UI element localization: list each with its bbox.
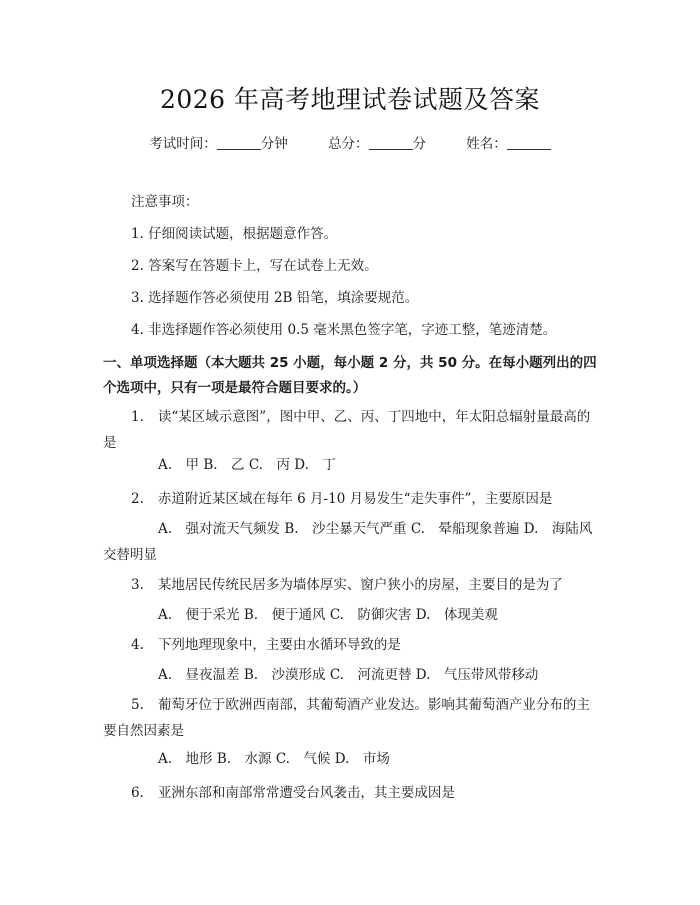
total-score-unit: 分 — [412, 136, 426, 152]
question-text: 读“某区域示意图”，图中甲、乙、丙、丁四地中，年太阳总辐射量最高的是 — [103, 409, 591, 451]
section-heading: 一、单项选择题（本大题共 25 小题，每小题 2 分，共 50 分。在每小题列出的四个选项中，只有一项是最符合题目要求的。） — [103, 355, 597, 396]
name-label: 姓名： — [466, 136, 507, 152]
exam-time-unit: 分钟 — [260, 136, 288, 152]
total-score-blank — [369, 135, 413, 150]
question-1 — [103, 404, 601, 456]
total-score-field — [328, 136, 430, 152]
question-number: 3. — [131, 577, 144, 593]
question-text: 某地居民传统民居多为墙体厚实、窗户狭小的房屋，主要目的是为了 — [157, 577, 563, 593]
question-number: 2. — [131, 491, 144, 507]
question-text: 赤道附近某区域在每年 6 月-10 月易发生“走失事件”，主要原因是 — [157, 491, 553, 507]
note-item-2: 2. 答案写在答题卡上，写在试卷上无效。 — [131, 258, 378, 274]
question-4-options: A. 昼夜温差 B. 沙漠形成 C. 河流更替 D. 气压带风带移动 — [158, 667, 539, 683]
exam-time-field — [149, 136, 292, 152]
note-item-4: 4. 非选择题作答必须使用 0.5 毫米黑色签字笔，字迹工整，笔迹清楚。 — [131, 322, 557, 338]
exam-info-line — [0, 132, 700, 152]
note-item-1: 1. 仔细阅读试题，根据题意作答。 — [131, 226, 338, 242]
name-field — [466, 136, 551, 152]
question-text: 下列地理现象中，主要由水循环导致的是 — [157, 637, 401, 653]
question-number: 1. — [131, 409, 144, 425]
notes-heading: 注意事项： — [131, 194, 199, 210]
question-number: 5. — [131, 697, 144, 713]
question-text: 亚洲东部和南部常常遭受台风袭击，其主要成因是 — [157, 785, 455, 801]
exam-time-blank — [217, 135, 261, 150]
question-2 — [103, 486, 601, 512]
question-number: 6. — [131, 785, 144, 801]
note-item-3: 3. 选择题作答必须使用 2B 铅笔，填涂要规范。 — [131, 290, 419, 306]
question-text: 葡萄牙位于欧洲西南部，其葡萄酒产业发达。影响其葡萄酒产业分布的主要自然因素是 — [103, 697, 590, 739]
question-6 — [103, 780, 601, 806]
page-title: 2026 年高考地理试卷试题及答案 — [159, 85, 541, 114]
question-1-options: A. 甲 B. 乙 C. 丙 D. 丁 — [158, 457, 336, 473]
name-blank — [507, 135, 551, 150]
exam-time-label: 考试时间： — [149, 136, 217, 152]
question-3-options: A. 便于采光 B. 便于通风 C. 防御灾害 D. 体现美观 — [158, 607, 498, 623]
question-5-options: A. 地形 B. 水源 C. 气候 D. 市场 — [158, 751, 390, 767]
total-score-label: 总分： — [328, 136, 369, 152]
question-4 — [103, 632, 601, 658]
question-number: 4. — [131, 637, 144, 653]
question-3 — [103, 572, 601, 598]
question-2-options: A. 强对流天气频发 B. 沙尘暴天气严重 C. 晕船现象普遍 D. 海陆风交替明显 — [103, 521, 593, 563]
question-5 — [103, 692, 601, 744]
